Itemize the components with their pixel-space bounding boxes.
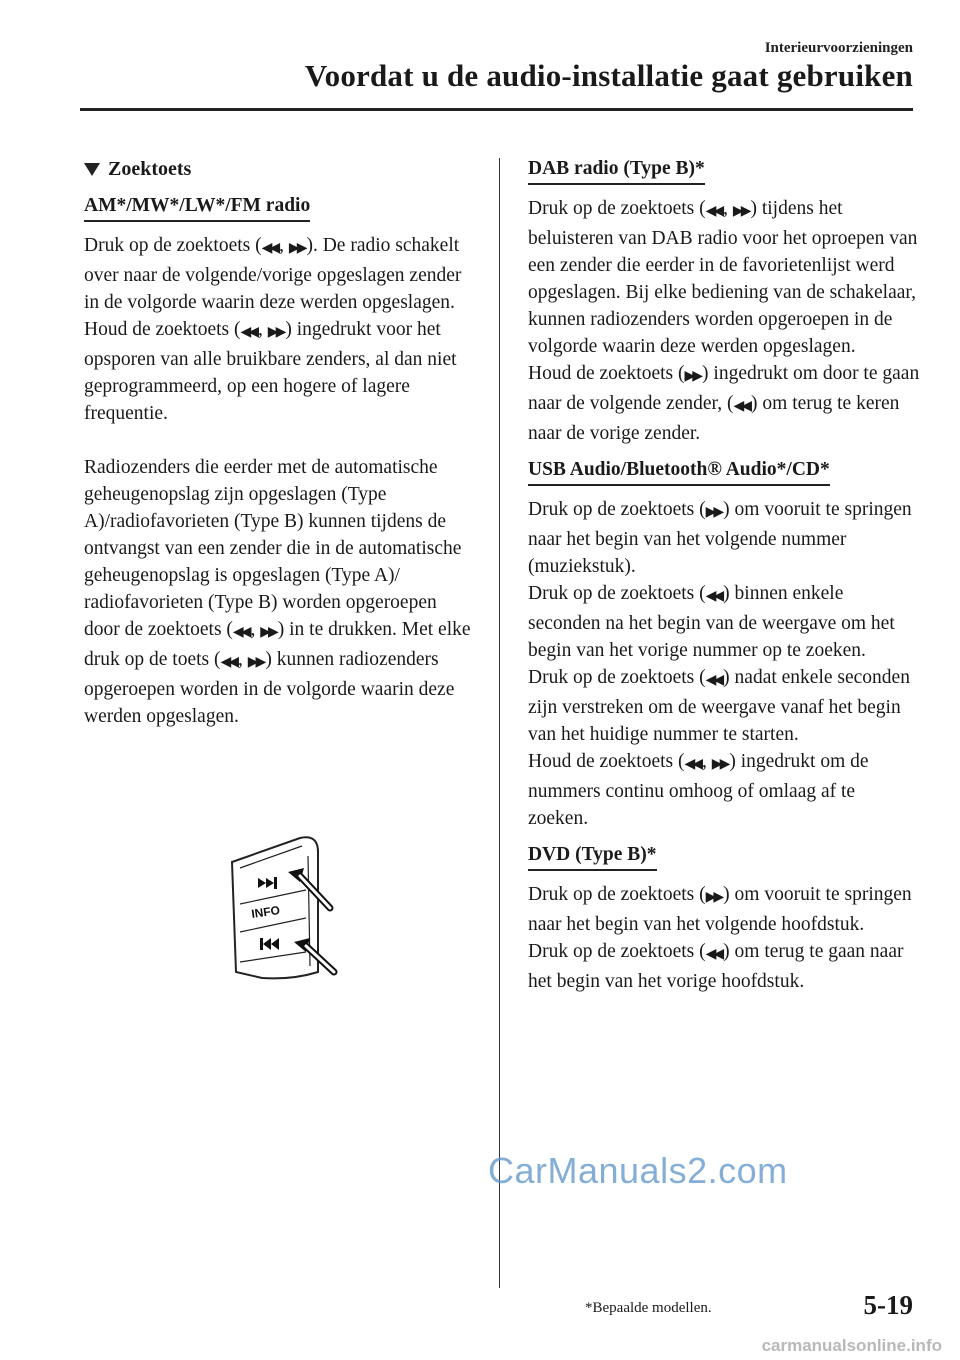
prev-track-icon: ◀◀ (705, 673, 722, 688)
next-track-icon: ▶▶ (705, 890, 722, 905)
paragraph: Houd de zoektoets (◀◀ , ▶▶ ) ingedrukt voor het opsporen van alle bruikbare zenders, al dan niet geprogrammeerd, op een hogere of lagere frequentie. (84, 319, 457, 424)
column-divider (499, 158, 500, 1288)
next-track-icon: ▶▶ (260, 625, 276, 640)
paragraph: Houd de zoektoets (▶▶ ) ingedrukt om door te gaan naar de volgende zender, (◀◀ ) om terug te keren naar de vorige zender. (528, 363, 920, 444)
prev-track-icon: ◀◀ (684, 757, 701, 772)
page-title: Voordat u de audio-installatie gaat gebruiken (304, 58, 913, 93)
paragraph: Druk op de zoektoets (◀◀ ) binnen enkele seconden na het begin van de weergave om het begin van het vorige nummer op te zoeken. (528, 583, 895, 661)
triangle-bullet-icon (84, 163, 100, 176)
paragraph: Druk op de zoektoets (▶▶ ) om vooruit te springen naar het begin van het volgende nummer (muziekstuk). (528, 499, 912, 577)
left-column (84, 158, 476, 730)
paragraph: Druk op de zoektoets (◀◀ , ▶▶ ) tijdens het beluisteren van DAB radio voor het oproepen van een zender die eerder in de favorietenlijst werd opgeslagen. Bij elke bediening van de schakelaar, kunnen radiozenders worden opgeroepen in de volgorde waarin deze werden opgeslagen. (528, 198, 918, 357)
watermark: CarManuals2.com (488, 1150, 788, 1191)
section-heading-text: Zoektoets (108, 158, 192, 180)
seek-button-illustration (222, 832, 340, 980)
watermark-small: carmanualsonline.info (761, 1336, 942, 1355)
next-track-icon: ▶▶ (732, 204, 749, 219)
prev-track-icon: ◀◀ (261, 241, 278, 256)
info-label: INFO (250, 903, 281, 921)
subheading-usb: USB Audio/Bluetooth® Audio*/CD* (528, 459, 830, 486)
subheading-radio: AM*/MW*/LW*/FM radio (84, 195, 310, 222)
page-number: 5-19 (863, 1290, 913, 1320)
prev-track-icon: ◀◀ (733, 399, 750, 414)
prev-track-icon: ◀◀ (220, 655, 237, 670)
subheading-dab: DAB radio (Type B)* (528, 158, 705, 185)
paragraph: Houd de zoektoets (◀◀ , ▶▶ ) ingedrukt om de nummers continu omhoog of omlaag af te zoeken. (528, 751, 869, 829)
paragraph: Druk op de zoektoets (◀◀ ) om terug te gaan naar het begin van het vorige hoofdstuk. (528, 941, 904, 992)
right-column (528, 158, 920, 995)
header-section: Interieurvoorzieningen (764, 40, 913, 56)
paragraph: Druk op de zoektoets (◀◀ , ▶▶ ). De radio schakelt over naar de volgende/vorige opgeslagen zender in de volgorde waarin deze werden opgeslagen. (84, 235, 462, 313)
next-track-icon: ▶▶ (267, 325, 284, 340)
prev-track-icon: ◀◀ (705, 947, 722, 962)
footnote: *Bepaalde modellen. (585, 1300, 712, 1316)
header-rule (80, 108, 913, 111)
next-track-icon: ▶▶ (684, 369, 701, 384)
next-track-icon: ▶▶ (247, 655, 264, 670)
paragraph: Druk op de zoektoets (◀◀ ) nadat enkele seconden zijn verstreken om de weergave vanaf het begin van het huidige nummer te starten. (528, 667, 910, 745)
paragraph: Radiozenders die eerder met de automatische geheugenopslag zijn opgeslagen (Type A)/radiofavorieten (Type B) kunnen tijdens de ontvangst van een zender die in de automatische geheugenopslag is opgeslagen (Type A)/ radiofavorieten (Type B) worden opgeroepen door de zoektoets (◀◀ , ▶▶ ) in te drukken. Met elke druk op de toets (◀◀ , ▶▶ ) kunnen radiozenders opgeroepen worden in de volgorde waarin deze werden opgeslagen. (84, 457, 471, 727)
section-heading (84, 158, 476, 181)
next-track-icon: ▶▶ (288, 241, 305, 256)
subheading-dvd: DVD (Type B)* (528, 844, 657, 871)
next-track-icon: ▶▶ (711, 757, 728, 772)
prev-track-icon: ◀◀ (240, 325, 257, 340)
prev-track-icon: ◀◀ (232, 625, 249, 640)
paragraph: Druk op de zoektoets (▶▶ ) om vooruit te springen naar het begin van het volgende hoofdstuk. (528, 884, 912, 935)
prev-track-icon: ◀◀ (705, 204, 722, 219)
next-track-icon: ▶▶ (705, 505, 722, 520)
prev-track-icon: ◀◀ (705, 589, 722, 604)
